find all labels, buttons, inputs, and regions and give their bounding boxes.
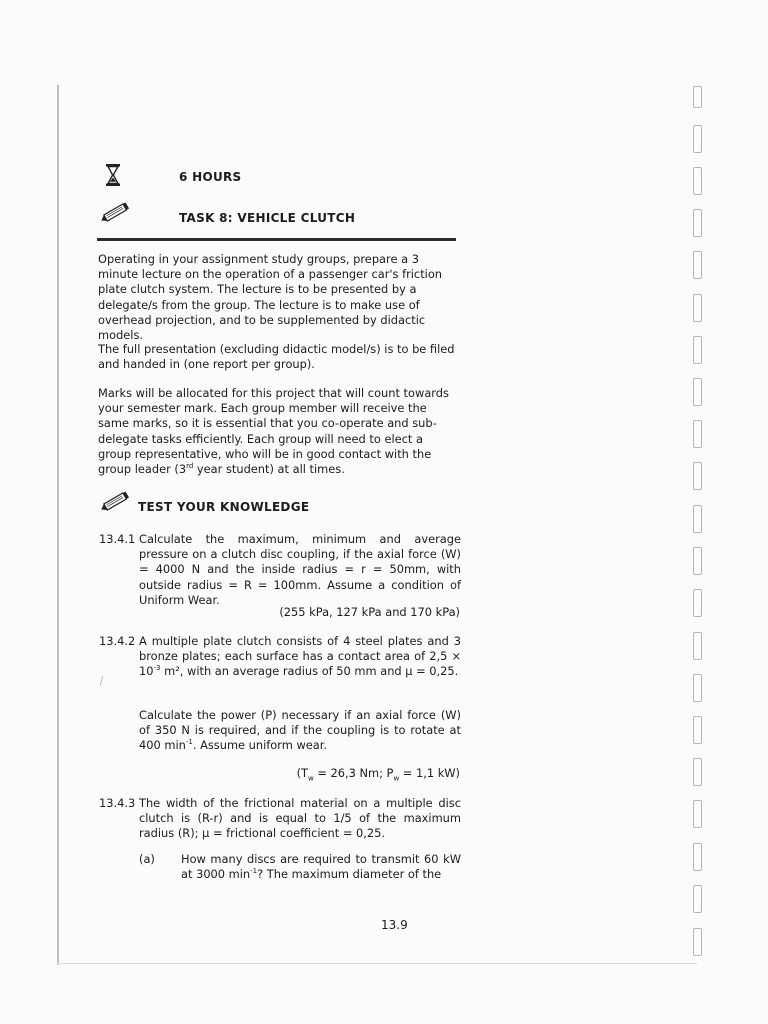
- marks-paragraph: [98, 386, 458, 477]
- binding-hole: [693, 86, 702, 108]
- presentation-paragraph: The full presentation (excluding didactic model/s) is to be filed and handed in (one report per group).: [98, 342, 455, 372]
- question-text-content: A multiple plate clutch consists of 4 steel plates and 3 bronze plates; each surface has a contact area of $2,5 \times 10^{-3}$ m², with an average radius of 50 mm and μ = 0,25.: [139, 634, 461, 679]
- binding-hole: [693, 378, 702, 406]
- marks-paragraph-text: Marks will be allocated for this project that will count towards your semester mark. Each group member will receive the same marks, so it is essential that you co-operate and sub-delegate tasks efficiently. Each group will need to elect a group representative, who will be in good contact with the group leader (3rd year student) at all times.: [98, 386, 449, 477]
- binding-hole: [693, 209, 702, 237]
- sub-question-label: (a): [139, 852, 155, 866]
- binding-hole: [693, 928, 702, 956]
- binding-hole: [693, 843, 702, 871]
- task-title: TASK 8: VEHICLE CLUTCH: [179, 211, 356, 225]
- binding-hole: [693, 167, 702, 195]
- binding-hole: [693, 885, 702, 913]
- binding-hole: [693, 716, 702, 744]
- question-text: Calculate the maximum, minimum and average pressure on a clutch disc coupling, if the axial force (W) = 4000 N and the inside radius = r = 50mm, with outside radius = R = 100mm. Assume a condition of Uniform Wear.: [139, 532, 461, 607]
- pencil-icon: [100, 200, 132, 228]
- question-answer-text: ($T_w = 26,3$ Nm; $P_w = 1,1$ kW): [296, 766, 460, 783]
- binding-hole: [693, 505, 702, 533]
- question-text-part-2-content: Calculate the power (P) necessary if an axial force (W) of 350 N is required, and if the coupling is to rotate at 400 $\min^{-1}$. Assume uniform wear.: [139, 708, 461, 753]
- binding-hole: [693, 800, 702, 828]
- binding-hole: [693, 674, 702, 702]
- question-answer: [297, 766, 460, 786]
- pencil-icon: [100, 489, 132, 517]
- binding-hole: [693, 125, 702, 153]
- binding-hole: [693, 294, 702, 322]
- binding-hole: [693, 420, 702, 448]
- question-text-part-2: [139, 708, 461, 754]
- question-text: [139, 634, 461, 680]
- binding-hole: [693, 632, 702, 660]
- page-left-edge: [57, 85, 59, 965]
- binding-hole: [693, 462, 702, 490]
- sub-question-text-content: How many discs are required to transmit 60 kW at 3000 $\min^{-1}$? The maximum diameter of the: [181, 852, 461, 882]
- stray-pencil-mark: [100, 676, 104, 686]
- intro-paragraph: Operating in your assignment study groups, prepare a 3 minute lecture on the operation of a passenger car's friction plate clutch system. The lecture is to be presented by a delegate/s from the group. The lecture is to make use of overhead projection, and to be supplemented by didactic models.: [98, 252, 443, 343]
- binding-hole: [693, 758, 702, 786]
- binding-hole: [693, 547, 702, 575]
- page-number: 13.9: [381, 918, 408, 932]
- question-text: The width of the frictional material on a multiple disc clutch is (R-r) and is equal to 1/5 of the maximum radius (R); μ = frictional coefficient = 0,25.: [139, 796, 461, 841]
- question-number: 13.4.3: [99, 796, 136, 810]
- question-answer: (255 kPa, 127 kPa and 170 kPa): [279, 605, 460, 619]
- binding-hole: [693, 589, 702, 617]
- sub-question-text: [181, 852, 461, 882]
- binding-hole: [693, 251, 702, 279]
- hourglass-icon: [105, 163, 121, 191]
- page-bottom-edge: [57, 963, 697, 964]
- question-number: 13.4.2: [99, 634, 136, 648]
- question-number: 13.4.1: [99, 532, 136, 546]
- duration-label: 6 HOURS: [179, 170, 242, 184]
- title-divider: [97, 238, 456, 241]
- binding-hole: [693, 336, 702, 364]
- section-title: TEST YOUR KNOWLEDGE: [138, 500, 310, 514]
